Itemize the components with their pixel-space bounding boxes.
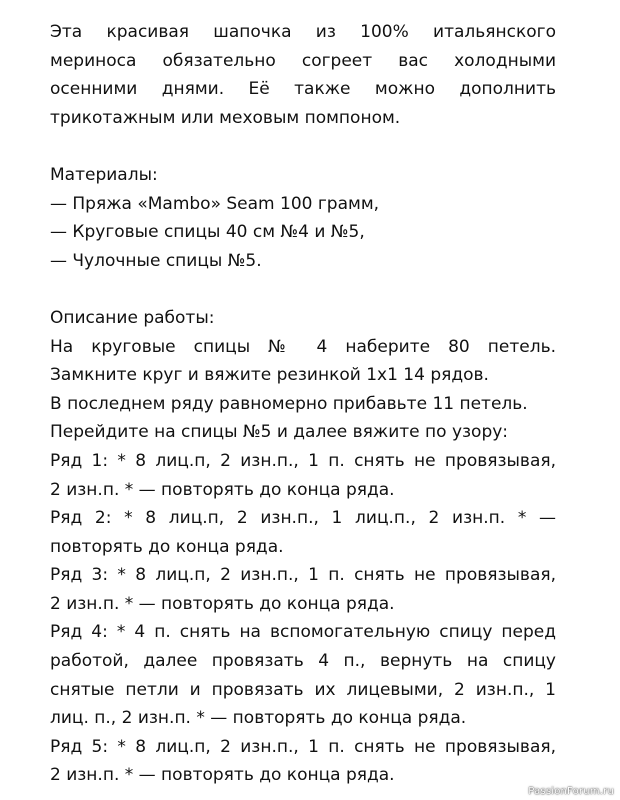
site-watermark: PassionForum.ru	[528, 786, 614, 797]
spacer	[50, 132, 556, 161]
materials-item: — Круговые спицы 40 см №4 и №5,	[50, 222, 365, 243]
description-line: 2 изн.п. * — повторять до конца ряда.	[50, 479, 395, 500]
intro-line: Эта красивая шапочка из 100% итальянского	[50, 22, 556, 42]
intro-line: осенними днями. Её также можно дополнить	[50, 79, 556, 100]
description-line: Ряд 5: * 8 лиц.п, 2 изн.п., 1 п. снять не провязывая,	[50, 736, 556, 757]
description-section	[50, 304, 556, 790]
intro-line: мериноса обязательно согреет вас холодными	[50, 50, 556, 71]
description-line: Замкните круг и вяжите резинкой 1х1 14 рядов.	[50, 365, 489, 386]
materials-item: — Чулочные спицы №5.	[50, 250, 262, 271]
materials-item: — Пряжа «Mambo» Seam 100 грамм,	[50, 193, 380, 214]
description-line: снятые петли и провязать их лицевыми, 2 изн.п., 1	[50, 679, 556, 700]
materials-heading: Материалы:	[50, 164, 158, 185]
intro-line: трикотажным или меховым помпоном.	[50, 107, 401, 128]
description-line: Ряд 4: * 4 п. снять на вспомогательную спицу перед	[50, 622, 556, 643]
spacer	[50, 275, 556, 304]
description-line: работой, далее провязать 4 п., вернуть на спицу	[50, 651, 556, 672]
description-line: Ряд 1: * 8 лиц.п, 2 изн.п., 1 п. снять не провязывая,	[50, 450, 556, 471]
description-line: Перейдите на спицы №5 и далее вяжите по узору:	[50, 422, 509, 443]
description-line: На круговые спицы № 4 наберите 80 петель.	[50, 336, 556, 357]
materials-section	[50, 161, 556, 275]
description-line: повторять до конца ряда.	[50, 536, 284, 557]
document-body	[50, 18, 556, 790]
description-line: лиц. п., 2 изн.п. * — повторять до конца ряда.	[50, 708, 467, 729]
description-line: Ряд 3: * 8 лиц.п, 2 изн.п., 1 п. снять не провязывая,	[50, 565, 556, 586]
intro-paragraph	[50, 18, 556, 132]
description-heading: Описание работы:	[50, 307, 215, 328]
description-line: В последнем ряду равномерно прибавьте 11 петель.	[50, 393, 528, 414]
description-line: Ряд 2: * 8 лиц.п, 2 изн.п., 1 лиц.п., 2 изн.п. * —	[50, 508, 556, 529]
description-line: 2 изн.п. * — повторять до конца ряда.	[50, 593, 395, 614]
description-line: 2 изн.п. * — повторять до конца ряда.	[50, 765, 395, 786]
